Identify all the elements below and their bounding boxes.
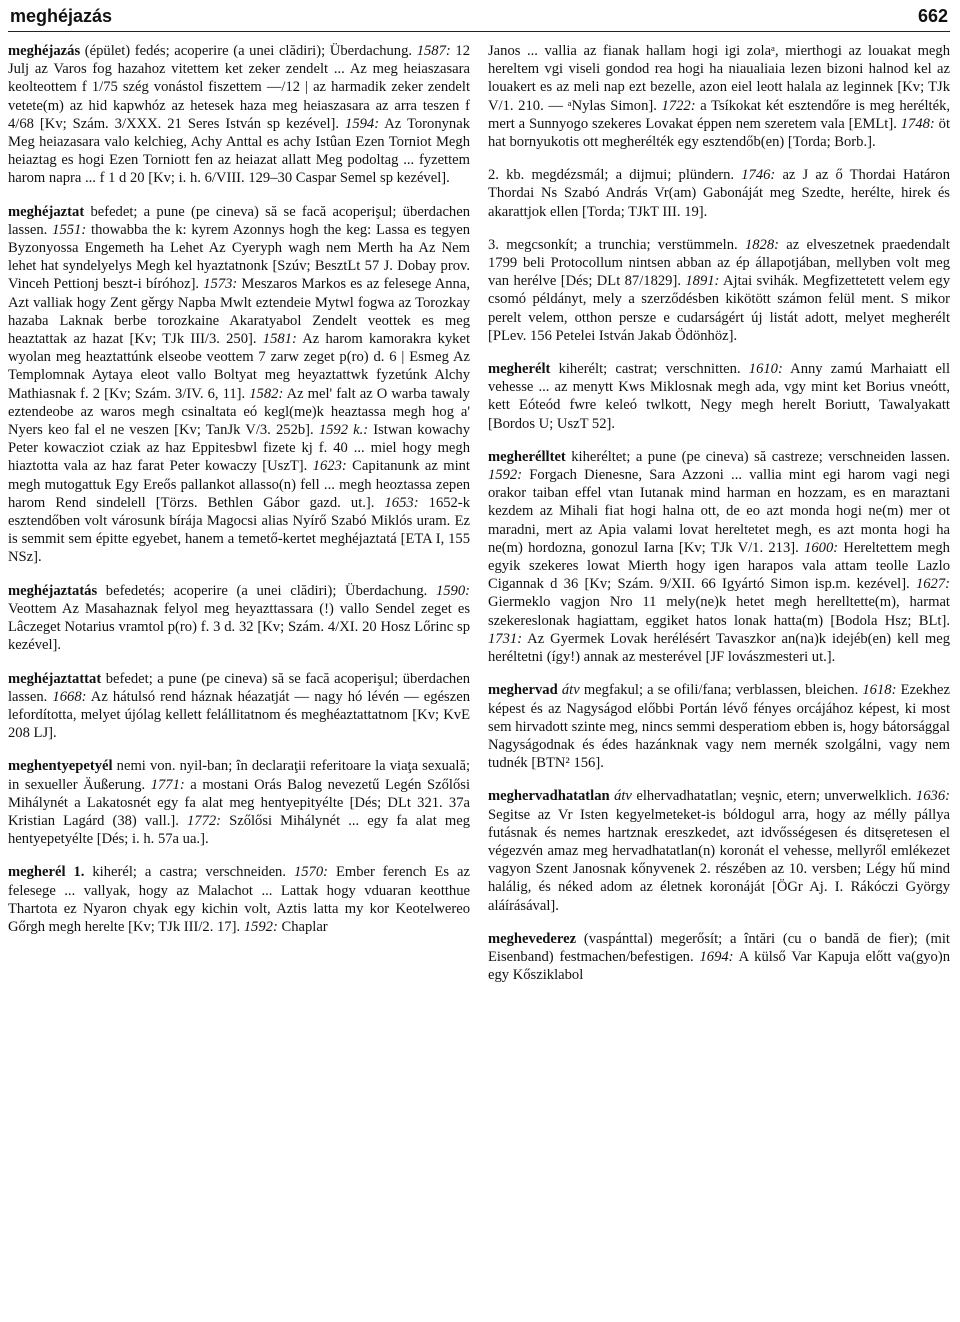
entry-headword: meghéjazás (8, 43, 81, 59)
entry-citation-label: 1600: (804, 539, 839, 556)
entry-citation-label: 1594: (345, 115, 380, 132)
entry-headword: meghéjaztat (8, 203, 85, 220)
entry-text: 12 Julj az Varos fog hazahoz vitettem ket zeker zendelt ... Az meg heiaszasara keolteottem f 1/75 szég vonástol fiszettem —/12 | az harmadik zeker zendelt vetete(m) az hid kapwhóz az hetesek haza meg heiaszasara az arra teszen f 4/68 [Kv; Szám. 3/XXX. 21 Seres István sp kezével]. (8, 43, 470, 132)
entry-text: Veottem Az Masahaznak felyol meg heyazttassara (!) vallo Sendel zeget es Lâczeget Notarius vramtol p(ro) f. 3 d. 32 [Kv; Szám. 4/XI. 20 Hosz Lőrinc sp kezével]. (8, 600, 470, 654)
entry-text: Szőlősi Mihálynét ... egy fa alat meg hentyepetyélte [Dés; i. h. 57a ua.]. (8, 812, 470, 848)
right-column (488, 42, 950, 999)
entry-citation-label: 1551: (52, 221, 87, 238)
entry-text: a Tsíkokat két esztendőre is meg herélték, mert a Sunnyogo szekeres Lovakat éppen nem szeretem vala [EMLt]. (488, 97, 951, 132)
entry-headword: meghervad (488, 682, 558, 699)
columns (8, 42, 950, 999)
dictionary-entry (8, 203, 470, 567)
entry-citation-label: 1731: (488, 630, 523, 647)
entry-text: kiherél; a castra; verschneiden. (84, 864, 294, 881)
entry-citation-label: 1891: (685, 273, 720, 290)
entry-citation-label: átv (609, 788, 632, 805)
entry-text: befedetés; acoperire (a unei clădiri); Überdachung. (97, 582, 436, 599)
entry-text: Forgach Dienesne, Sara Azzoni ... vallia mint egi harom vagi negi orakor taiban effel vtan Iutanak mind harman en hozzam, es en maraztani kezdem az Mihali fiat hogi halna ott, de eo azt monda hogi ne(m) mer ot maradni, mert az Apia valami lovat hereltetet megh, es azt monta hogi ha ne(m) hordozna, gonozul Iarna [Kv; TJk V/1. 213]. (488, 467, 950, 556)
entry-text: öt hat bornyukotis ott megherélték egy esztendőb(en) [Torda; Borb.]. (488, 115, 951, 151)
dictionary-entry (488, 42, 950, 151)
entry-citation-label: 1587: (416, 43, 451, 59)
entry-citation-label: 1592: (243, 918, 278, 935)
dictionary-entry (8, 670, 470, 743)
entry-text: Az Toronynak Meg heiazasara valo kelchieg, Achy Anttal es achy Istûan Ezen Torniot Megh heiaztag es hogi Ezen Torniott fen az heiazat allatt Meg podoltag ... fyzettem harom napra ... f 1 d 20 [Kv; i. h. 6/VIII. 129–30 Caspar Semel sp kezével]. (8, 115, 470, 187)
entry-citation-label: 1623: (312, 458, 347, 475)
entry-text: Istwan kowachy Peter kowacziot cziak az haz Eppitesbwl fizete kj f. 40 ... miel hogy megh hiaztotta vala az haz farat Peter kowaczy [UszT]. (8, 422, 470, 475)
dictionary-entry (488, 236, 950, 345)
entry-citation-label: 1573: (203, 276, 238, 293)
entry-headword: meghentyepetyél (8, 758, 113, 775)
entry-text: Capitanunk az mint megh mutogattuk Egy Ereős pallankot allasso(n) fell ... megh heoztassa zepen harom Rend sindelell [Törzs. Bethlen Gábor gazd. ut.]. (8, 458, 470, 511)
dictionary-entry (8, 757, 470, 848)
entry-text: nemi von. nyil-ban; în declaraţii referitoare la viaţa sexuală; in sexueller Äußerung. (8, 758, 470, 793)
entry-headword: megherélt (488, 361, 551, 378)
dictionary-entry (488, 448, 950, 666)
dictionary-entry (488, 930, 950, 985)
dictionary-entry (488, 166, 950, 221)
dictionary-entry (8, 582, 470, 655)
entry-citation-label: 1581: (262, 331, 297, 348)
entry-text: Az hátulsó rend háznak héazatját — nagy hó lévén — egészen lefordította, melyet újólag kellett felállitatnom és meghéaztattatnom [Kv; KvE 208 LJ]. (8, 688, 470, 742)
entry-citation-label: 1592: (488, 467, 523, 484)
entry-text: Ezekhez képest és az Nagyságod előbbi Portán lévő fényes orcájához képest, ki most sem hirvadott szinte meg, nincs semmi desperatiom ebben is, hogy bátorsággal Nagyságodnak és édes hazánknak vagy nem mernék szolgálni, vagy nem tudnék [BTN² 156]. (488, 682, 950, 772)
page-header (8, 0, 950, 32)
entry-text: Segitse az Vr Isten kegyelmeteket-is bóldogul arra, hogy az mélly pállya futásnak és nemes hartznak ereszkedet, azt idvősségesen és ditsęretesen el végezvén amaz meg hervadhatatlan(n) koronát el vehesse, mellyről emlékezet vagyon Szent Janosnak kőnyvenek 2. részében az 10. versben; Légy hű mind halálig, és néked adom az életnek koronáját [ÖGr Aj. I. Rákóczi György aláírásával]. (488, 806, 950, 914)
entry-citation-label: 1653: (384, 494, 419, 511)
dictionary-entry (8, 42, 470, 188)
entry-text: Giermeklo vagjon Nro 11 mely(ne)k hetet megh herelltette(m), harmat szekereslonak hagiattam, eggiket hatos lonak hatta(m) [Bodola Hsz; BLt]. (488, 594, 950, 629)
entry-text: kiheréltet; a pune (pe cineva) să castreze; verschneiden lassen. (565, 448, 950, 465)
entry-text: befedet; a pune (pe cineva) să se facă acoperişul; überdachen lassen. (8, 203, 470, 238)
entry-text: Hereltettem megh egyik szekeres lowat Mierth hogy igen harapos vala attam teolle Lazlo Cigannak d 36 [Kv; Szám. 9/XII. 66 Igyártó Simon isp.m. kezével]. (488, 539, 950, 593)
entry-text: megfakul; a se ofili/fana; verblassen, bleichen. (579, 682, 863, 699)
entry-text: (vaspánttal) megerősít; a întări (cu o bandă de fier); (mit Eisenband) festmachen/befestigen. (488, 930, 950, 965)
entry-headword: meghervadhatatlan (488, 788, 610, 805)
entry-headword: megherélltet (488, 448, 566, 465)
entry-text: befedet; a pune (pe cineva) să se facă acoperişul; überdachen lassen. (8, 670, 470, 705)
entry-text: Meszaros Markos es az felesege Anna, Azt valliak hogy Zent gěrgy Napba Mwlt eztendeie Mytwl fogwa az Torozkay hazaba Laknak berbe torozkaine Akaratyabol Zendelt veottek es meg heaztattak az hazat [Kv; TJk III/3. 250]. (8, 276, 470, 348)
entry-citation-label: 1748: (900, 115, 935, 132)
entry-text: A külső Var Kapuja előtt va(gyo)n egy Kősziklabol (488, 948, 950, 984)
entry-citation-label: 1570: (293, 864, 329, 881)
dictionary-entry (488, 681, 950, 772)
entry-citation-label: 1771: (150, 776, 185, 793)
entry-text: (épület) fedés; acoperire (a unei clădiri); Überdachung. (80, 43, 417, 59)
entry-headword: meghevederez (488, 930, 577, 947)
entry-text: 3. megcsonkít; a trunchia; verstümmeln. (488, 236, 745, 253)
entry-citation-label: 1592 k.: (318, 422, 369, 439)
entry-citation-label: 1627: (915, 576, 950, 593)
entry-text: kiherélt; castrat; verschnitten. (550, 361, 749, 378)
entry-citation-label: 1582: (249, 385, 284, 402)
entry-citation-label: 1772: (186, 812, 222, 829)
entry-headword: meghéjaztattat (8, 670, 102, 687)
entry-text: az J az ő Thordai Határon Thordai Ns Szabó András Vr(am) Gabonáját meg Szedte, herélte, hirek és akarattjok ellen [Torda; TJkT III. 19]. (488, 167, 950, 220)
entry-text: Az harom kamorakra kyket wyolan meg heaztattúnk elseobe veottem 7 zarw zeget p(ro) d. 6 | Esmeg Az Templomnak Aytaya eleot vallo Boltyat meg heyaztattwk fyzetúnk Alchy Mathiasnak f. 2 [Kv; Szám. 3/IV. 6, 11]. (8, 331, 471, 402)
entry-text: Ember ferench Es az felesege ... vallyak, hogy az Malachot ... Lattak hogy vduaran keotthue Thartota ez Nyaron chyak egy kichin volt, Aztis latta my kor Keotelwereo Gőrgh megh herelte [Kv; TJk III/2. 17]. (8, 864, 470, 935)
entry-text: Ajtai svihák. Megfizettetett velem egy csomó példányt, mely a szerződésben kikötött számon felül ment. S mikor perelt velem, otthon persze e cudarságért új listát adott, melyet megherélt [PLev. 156 Petelei István Jakab Ödönhöz]. (488, 273, 950, 344)
entry-text: Chaplar (277, 918, 328, 935)
entry-text: az elveszetnek praedendalt 1799 beli Protocollum nintsen abban az ép állapotjában, mellyben volt meg van herélve [Dés; DLt 87/1829]. (488, 236, 950, 290)
running-headword: meghéjazás (10, 6, 113, 26)
dictionary-entry (488, 787, 950, 914)
entry-headword: megherél 1. (8, 864, 85, 881)
entry-text: Az Gyermek Lovak herélésért Tavaszkor an(na)k idejéb(en) kell meg heréltetni (így!) annak az mesterével [JF lovászmesteri ut.]. (488, 630, 950, 666)
page-number: 662 (917, 6, 948, 26)
entry-text: elhervadhatatlan; veşnic, etern; unverwelklich. (631, 788, 916, 805)
entry-headword: meghéjaztatás (8, 582, 98, 599)
entry-text: 2. kb. megdézsmál; a dijmui; plündern. (488, 167, 742, 184)
dictionary-entry (488, 360, 950, 433)
entry-text: Az mel' falt az O warba tawaly eztendeobe az waros megh csinaltata eó kegl(me)k heaztassa megh hog a' Nyers keo fal el ne veszen [Kv; TanJk V/3. 252b]. (8, 385, 470, 439)
entry-text: Janos ... vallia az fianak hallam hogi igi zolaᵃ, mierthogi az louakat megh hereltem vgi viseli gondod rea hogi ha niaualiaia lezen bizoni halnod kel az louakert es az meli nap ezt bezelle, azon eiel leott halala az leginnek [Kv; TJk V/1. 210. — ᵃNylas Simon]. (488, 43, 950, 114)
entry-citation-label: 1636: (915, 788, 950, 805)
entry-citation-label: 1722: (661, 97, 696, 114)
entry-text: a mostani Orás Balog nevezetű Legén Szőlősi Mihálynét a Lakatosnét egy fa alat meg hentyepityélte [Dés; DLt 321. 37a Kristian Lagárd (38) vall.]. (8, 776, 470, 829)
entry-citation-label: 1828: (744, 236, 780, 253)
entry-citation-label: átv (557, 682, 580, 699)
entry-citation-label: 1668: (52, 688, 87, 705)
entry-citation-label: 1618: (862, 682, 897, 699)
dictionary-entry (8, 863, 470, 936)
entry-citation-label: 1746: (741, 167, 776, 184)
left-column (8, 42, 470, 999)
entry-citation-label: 1610: (748, 361, 783, 378)
entry-text: Anny zamú Marhaiatt ell vehesse ... az menytt Kws Miklosnak megh ada, vgy mint ket Borius vneótt, kett Eóteód fwre keleó twlkott, Negy megh herelt Boriutt, Tawalyakatt [Bordos U; UszT 52]. (488, 361, 950, 432)
entry-text: thowabba the k: kyrem Azonnys hogh the keg: Lassa es tegyen Byzonyossa Engemeth ha Lehet Az Cyeryph wagh nem Merth ha Az Nem lehet hat syndelyelys Megh kel hyaztatnonk [Szúv; BesztLt 57 J. Dobay prov. Vinceh Pettionj beszt-i bíróhoz]. (8, 221, 470, 293)
entry-citation-label: 1590: (435, 582, 470, 599)
entry-citation-label: 1694: (699, 948, 734, 965)
entry-text: 1652-k esztendőben volt városunk bírája Magocsi alias Nyírő Szabó Miklós uram. Ez is semmit sem épitte egyebet, hanem a temető-kertet meghéjaztatá [ETA I, 155 NSz]. (8, 494, 470, 566)
